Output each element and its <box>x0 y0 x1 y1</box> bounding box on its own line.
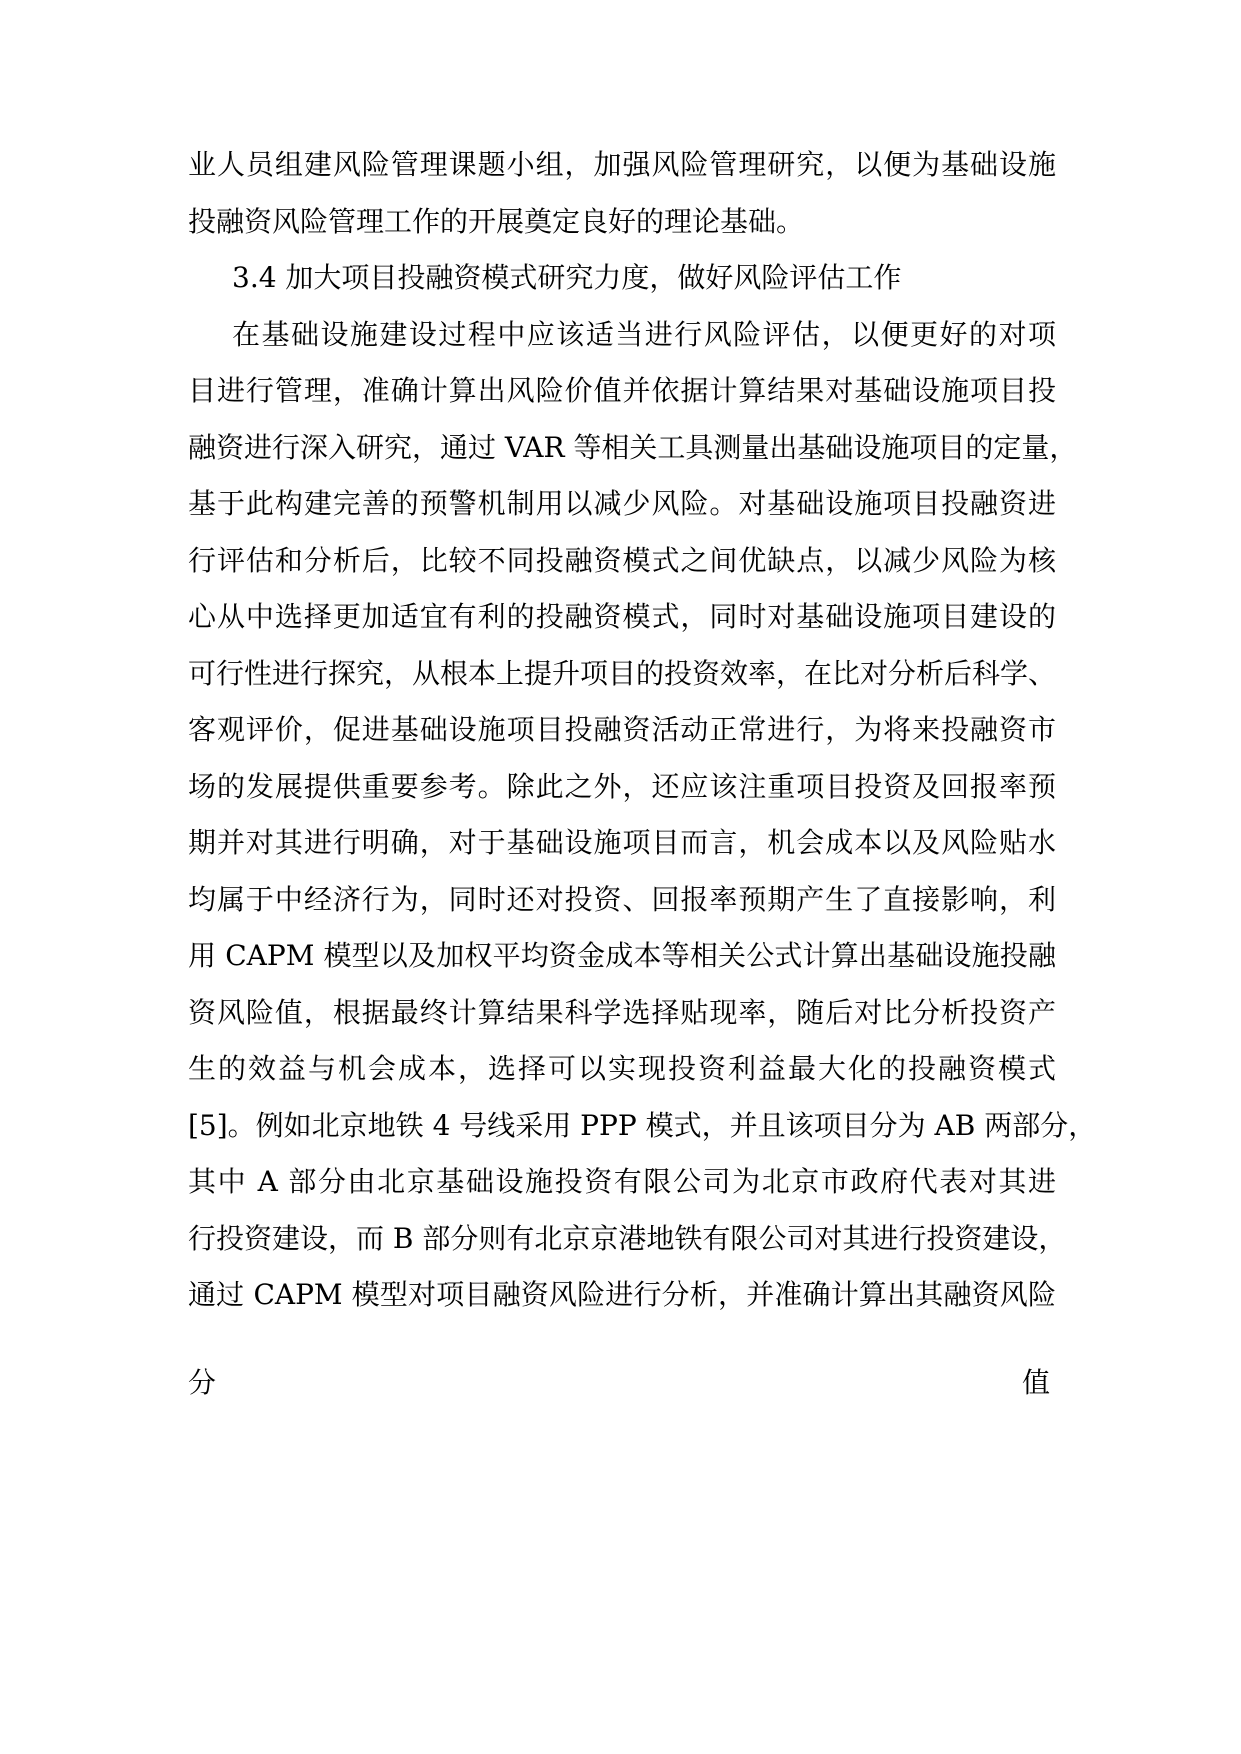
text-line-17: 生的效益与机会成本，选择可以实现投资利益最大化的投融资模式 <box>188 1052 1056 1085</box>
text-line-15: 用 CAPM 模型以及加权平均资金成本等相关公式计算出基础设施投融 <box>188 939 1056 972</box>
section-heading: 3.4 加大项目投融资模式研究力度，做好风险评估工作 <box>232 261 902 294</box>
text-line-20: 行投资建设，而 B 部分则有北京京港地铁有限公司对其进行投资建设， <box>188 1222 1067 1255</box>
text-line-1: 业人员组建风险管理课题小组，加强风险管理研究，以便为基础设施 <box>188 148 1056 181</box>
text-line-10: 可行性进行探究，从根本上提升项目的投资效率，在比对分析后科学、 <box>188 657 1057 690</box>
text-line-6: 融资进行深入研究，通过 VAR 等相关工具测量出基础设施项目的定量， <box>188 431 1078 464</box>
final-line-left: 分 <box>188 1366 217 1399</box>
text-line-7: 基于此构建完善的预警机制用以减少风险。对基础设施项目投融资进 <box>188 487 1056 520</box>
text-line-9: 心从中选择更加适宜有利的投融资模式，同时对基础设施项目建设的 <box>188 600 1056 633</box>
text-line-18: [5]。例如北京地铁 4 号线采用 PPP 模式，并且该项目分为 AB 两部分， <box>188 1109 1097 1142</box>
final-line-right: 值 <box>1022 1366 1051 1399</box>
text-line-8: 行评估和分析后，比较不同投融资模式之间优缺点，以减少风险为核 <box>188 544 1056 577</box>
text-line-13: 期并对其进行明确，对于基础设施项目而言，机会成本以及风险贴水 <box>188 826 1056 859</box>
text-line-5: 目进行管理，准确计算出风险价值并依据计算结果对基础设施项目投 <box>188 374 1056 407</box>
text-line-11: 客观评价，促进基础设施项目投融资活动正常进行，为将来投融资市 <box>188 713 1056 746</box>
text-line-19: 其中 A 部分由北京基础设施投资有限公司为北京市政府代表对其进 <box>188 1165 1056 1198</box>
text-line-4: 在基础设施建设过程中应该适当进行风险评估，以便更好的对项 <box>232 318 1056 351</box>
text-line-14: 均属于中经济行为，同时还对投资、回报率预期产生了直接影响，利 <box>188 883 1056 916</box>
text-line-12: 场的发展提供重要参考。除此之外，还应该注重项目投资及回报率预 <box>188 770 1056 803</box>
text-line-21: 通过 CAPM 模型对项目融资风险进行分析，并准确计算出其融资风险 <box>188 1278 1056 1311</box>
text-line-2: 投融资风险管理工作的开展奠定良好的理论基础。 <box>188 205 805 238</box>
text-line-16: 资风险值，根据最终计算结果科学选择贴现率，随后对比分析投资产 <box>188 996 1056 1029</box>
